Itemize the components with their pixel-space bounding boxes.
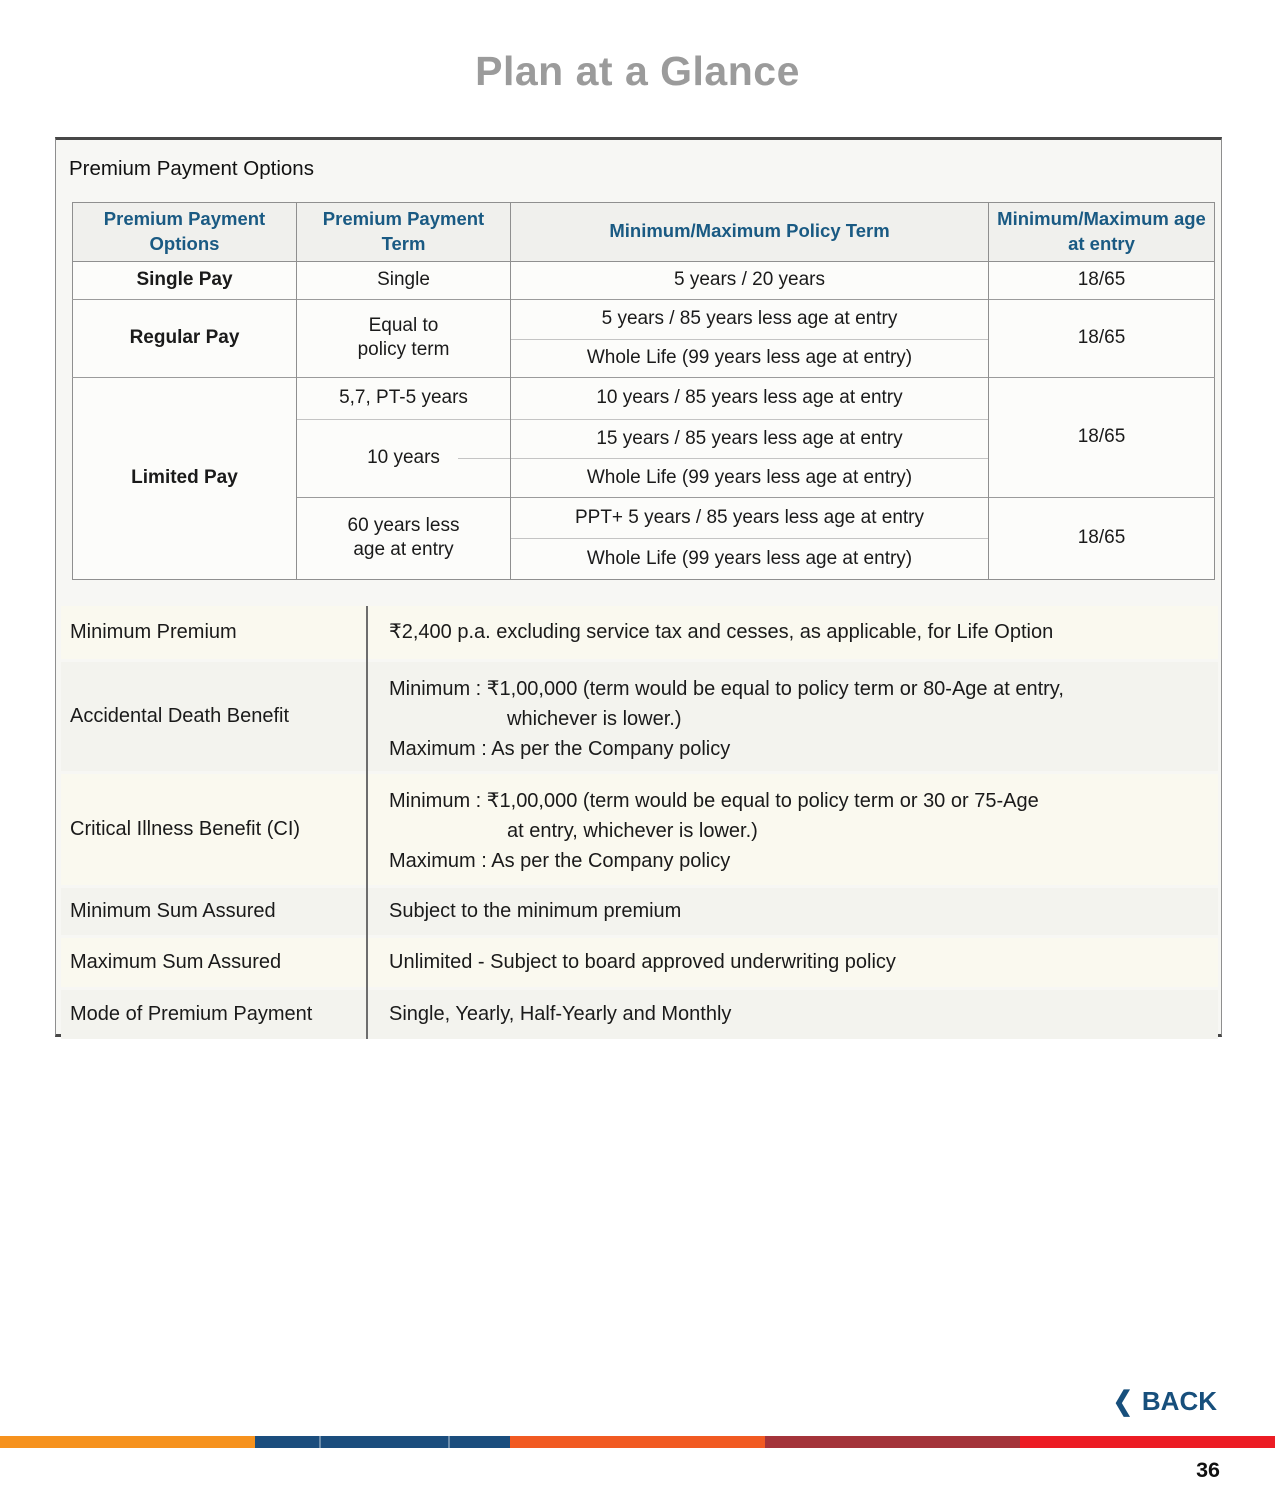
detail-value: Single, Yearly, Half-Yearly and Monthly (389, 1003, 732, 1026)
cell-option-regular-pay: Regular Pay (73, 299, 297, 377)
plan-glance-panel (55, 137, 1222, 1037)
page-number: 36 (1196, 1458, 1220, 1482)
details-column-divider (366, 606, 368, 1039)
detail-label: Critical Illness Benefit (CI) (70, 817, 301, 840)
detail-label: Minimum Sum Assured (70, 899, 276, 922)
panel-heading: Premium Payment Options (69, 157, 314, 180)
page-title: Plan at a Glance (475, 48, 800, 94)
back-chevron-icon: ❮ (1112, 1386, 1133, 1417)
cell-term-limited-g1: 5,7, PT-5 years (297, 377, 511, 419)
cell-age-limited-1: 18/65 (989, 377, 1215, 497)
detail-value: Minimum : ₹1,00,000 (term would be equal to policy term or 80-Age at entry, whichever is lower.) Maximum : As per the Company policy (389, 677, 1064, 760)
table-row-single-pay (73, 261, 1215, 299)
cell-term-limited-g2: 10 years (297, 419, 511, 497)
cell-term-regular: Equal to policy term (297, 299, 511, 377)
cell-age-limited-2: 18/65 (989, 497, 1215, 579)
cell-policy-term-regular-1: 5 years / 85 years less age at entry (511, 299, 989, 339)
stripe-segment-orange-red (510, 1436, 765, 1448)
detail-label: Accidental Death Benefit (70, 704, 290, 727)
cell-age-single: 18/65 (989, 261, 1215, 299)
cell-option-single-pay: Single Pay (136, 269, 233, 291)
detail-value: Unlimited - Subject to board approved underwriting policy (389, 951, 896, 974)
cell-term-limited-g3: 60 years less age at entry (297, 497, 511, 579)
detail-label: Mode of Premium Payment (70, 1002, 313, 1025)
detail-row-mode-of-premium-payment (61, 990, 1218, 1039)
detail-value: Minimum : ₹1,00,000 (term would be equal to policy term or 30 or 75-Age at entry, whichever is lower.) Maximum : As per the Company policy (389, 789, 1039, 872)
cell-policy-term-limited-g1: 10 years / 85 years less age at entry (511, 377, 989, 419)
col-header-payment-term: Premium Payment Term (297, 203, 511, 262)
stripe-segment-navy (255, 1436, 510, 1448)
cell-term-single: Single (297, 261, 511, 299)
detail-row-critical-illness-benefit (61, 774, 1218, 885)
col-header-payment-options: Premium Payment Options (73, 203, 297, 262)
cell-policy-term-single: 5 years / 20 years (511, 261, 989, 299)
cell-policy-term-limited-g2a: 15 years / 85 years less age at entry (511, 419, 989, 458)
detail-row-minimum-sum-assured (61, 888, 1218, 935)
stripe-separator (448, 1436, 450, 1448)
table-header-row (73, 203, 1215, 262)
detail-label: Maximum Sum Assured (70, 950, 282, 973)
cell-policy-term-limited-g3a: PPT+ 5 years / 85 years less age at entry (511, 497, 989, 538)
table-row-limited-pay-1 (73, 377, 1215, 419)
stripe-segment-red (1020, 1436, 1275, 1448)
stripe-segment-orange (0, 1436, 255, 1448)
premium-payment-table (72, 202, 1215, 580)
detail-row-minimum-premium (61, 606, 1218, 659)
cell-age-regular: 18/65 (989, 299, 1215, 377)
stripe-segment-maroon (765, 1436, 1020, 1448)
col-header-age-entry: Minimum/Maximum age at entry (989, 203, 1215, 262)
back-button[interactable] (1113, 1386, 1217, 1417)
detail-label: Minimum Premium (70, 620, 237, 643)
back-label: BACK (1141, 1386, 1217, 1416)
cell-policy-term-regular-2: Whole Life (99 years less age at entry) (511, 339, 989, 377)
detail-row-maximum-sum-assured (61, 938, 1218, 987)
detail-value: ₹2,400 p.a. excluding service tax and cesses, as applicable, for Life Option (389, 621, 1054, 644)
stripe-separator (319, 1436, 321, 1448)
col-header-policy-term: Minimum/Maximum Policy Term (511, 203, 989, 262)
footer-color-stripe (0, 1436, 1275, 1448)
plan-details-list (61, 606, 1218, 1039)
cell-policy-term-limited-g3b: Whole Life (99 years less age at entry) (511, 538, 989, 579)
cell-policy-term-limited-g2b: Whole Life (99 years less age at entry) (511, 458, 989, 497)
cell-option-limited-pay: Limited Pay (73, 377, 297, 579)
detail-value: Subject to the minimum premium (389, 900, 682, 923)
detail-row-accidental-death-benefit (61, 662, 1218, 771)
table-row-regular-pay (73, 299, 1215, 339)
